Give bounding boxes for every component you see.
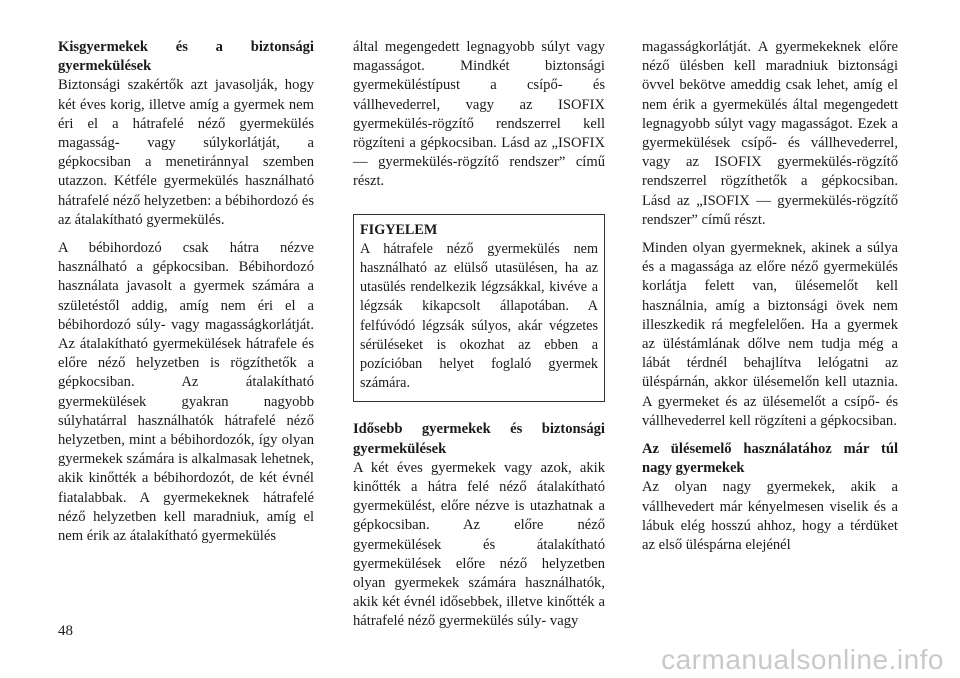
text-column-left	[58, 38, 314, 546]
warning-text: A hátrafele néző gyermekülés nem használható az elülső utasülésen, ha az utasülés rendelkezik légzsákkal, kivéve a légzsák kikapcsolt állapotában. A felfúvódó légzsák súlyos, akár végzetes sérüléseket is okozhat az ebben a pozícióban helyet foglaló gyermek számára.	[360, 240, 598, 392]
section-heading-older-children: Idősebb gyermekek és biztonsági gyermekülések	[353, 421, 605, 457]
text-column-right	[642, 38, 898, 555]
paragraph: Az olyan nagy gyermekek, akik a vállhevedert már kényelmesen viselik és a lábuk elég hosszú ahhoz, hogy a térdüket az első üléspárna elejénél	[642, 479, 898, 554]
section-heading-small-children: Kisgyermekek és a biztonsági gyermekülések	[58, 39, 314, 75]
paragraph: A két éves gyermekek vagy azok, akik kinőtték a hátra felé néző átalakítható gyermekülést, előre nézve is utazhatnak a gépkocsiban. Az előre néző gyermekülések és átalakítható gyermekülések előre néző helyzetben olyan gyermekek számára használhatók, akik két évnél idősebbek, illetve kinőtték a hátrafelé néző gyermekülés súly- vagy	[353, 459, 605, 630]
text-column-middle	[353, 38, 605, 632]
paragraph: magasságkorlátját. A gyermekeknek előre néző ülésben kell maradniuk biztonsági övvel bekötve ameddig csak lehet, amíg el nem érik a gyermekülés által megengedett legnagyobb súlyt vagy magasságot. Ezek a gyermekülések csípő- és vállhevederrel, vagy az ISOFIX gyermekülés-rögzítő rendszerrel rögzíthetők a gépkocsiban. Lásd az „ISOFIX — gyermekülés-rögzítő rendszer” című részt.	[642, 39, 898, 228]
warning-box	[353, 214, 605, 403]
watermark: carmanualsonline.info	[661, 644, 944, 675]
paragraph: Minden olyan gyermeknek, akinek a súlya és a magassága az előre néző gyermekülés korlátja felett van, ülésemelőt kell használnia, amíg a biztonsági övek nem illeszkedik rá megfelelően. Ha a gyermek az üléstámlának dőlve nem tudja még a lábát térdnél behajlítva lelógatni az üléspárnán, akkor ülésemelőn kell utaznia. A gyermeket és az ülésemelőt a csípő- és vállhevederrel kell rögzíteni a gépkocsiban.	[642, 240, 898, 429]
page-number: 48	[58, 623, 73, 639]
paragraph: Biztonsági szakértők azt javasolják, hogy két éves korig, illetve amíg a gyermek nem éri el a hátrafelé néző gyermekülés magasság- vagy súlykorlátját, a gépkocsiban a menetiránnyal szemben utazzon. Kétféle gyermekülés használható hátrafelé néző helyzetben: a bébihordozó és az átalakítható gyermekülés.	[58, 77, 314, 228]
paragraph: A bébihordozó csak hátra nézve használható a gépkocsiban. Bébihordozó használata javasolt a gyermek számára a születéstől addig, amíg nem éri el a bébihordozó súly- vagy magasságkorlátját. Az átalakítható gyermekülések hátrafele és előre néző helyzetben is rögzíthetők a gépkocsiban. Az átalakítható gyermekülések gyakran nagyobb súlyhatárral használhatók hátrafelé néző helyzetben, mint a bébihordozók, így olyan gyermekek számára is alkalmasak lehetnek, akik kinőtték a bébihordozót, de két évnél fiatalabbak. A gyermekeknek hátrafelé néző helyzetben kell maradniuk, amíg el nem érik az átalakítható gyermekülés	[58, 240, 314, 545]
warning-title: FIGYELEM	[360, 221, 438, 238]
paragraph: által megengedett legnagyobb súlyt vagy magasságot. Mindkét biztonsági gyermeküléstípust a csípő- és vállhevederrel, vagy az ISOFIX gyermekülés-rögzítő rendszerrel kell rögzíteni a gépkocsiban. Lásd az „ISOFIX — gyermekülés-rögzítő rendszer” című részt.	[353, 39, 605, 190]
section-heading-booster-seat: Az ülésemelő használatához már túl nagy gyermekek	[642, 441, 898, 477]
